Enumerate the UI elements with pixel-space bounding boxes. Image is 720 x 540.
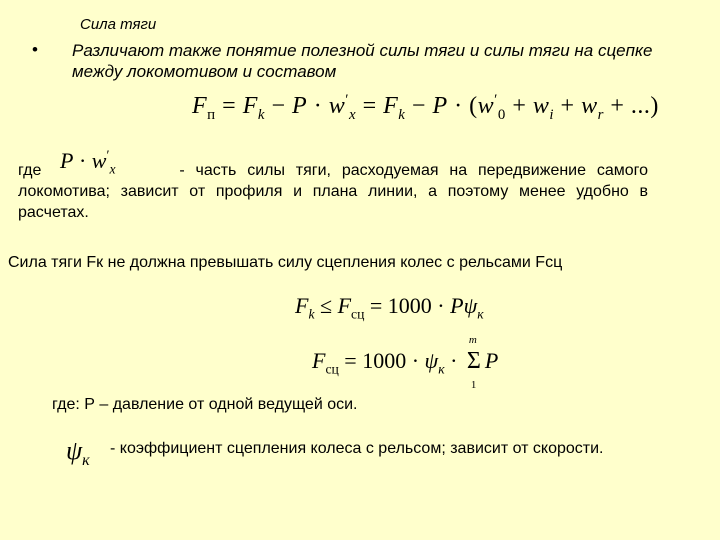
where-label: где — [18, 162, 42, 179]
traction-limit-formula: $F_k \le F_{сц} = 1000 \cdot P\psi_к$ — [295, 293, 484, 322]
useful-traction-formula: $F_п = F_k - P \cdot w'_x = F_k - P \cdot (w'_0 + w_i + w_r$ + ...) — [192, 92, 659, 123]
psi-symbol: $\psi_к$ — [66, 436, 90, 470]
psi-definition: - коэффициент сцепления колеса с рельсом; зависит от скорости. — [110, 440, 604, 457]
bullet-text: Различают также понятие полезной силы тяги и силы тяги на сцепке между локомотивом и составом — [72, 41, 653, 81]
where-term-formula: $P \cdot w'_x$ — [60, 147, 116, 177]
slide-title: Сила тяги — [80, 16, 157, 33]
adhesion-force-formula: $F_{сц} = 1000 \cdot \psi_к$ · m Σ 1 P — [312, 334, 499, 391]
where-explanation-text: - часть силы тяги, расходуемая на передвижение самого локомотива; зависит от профиля и плана линии, а поэтому менее удобно в расчетах. — [18, 162, 648, 221]
where-axle-pressure: где: Р – давление от одной ведущей оси. — [52, 396, 358, 413]
sum-symbol: m Σ 1 — [466, 334, 481, 391]
bullet-marker: • — [32, 40, 38, 59]
traction-limit-statement: Сила тяги Fк не должна превышать силу сцепления колес с рельсами Fсц — [8, 254, 563, 271]
